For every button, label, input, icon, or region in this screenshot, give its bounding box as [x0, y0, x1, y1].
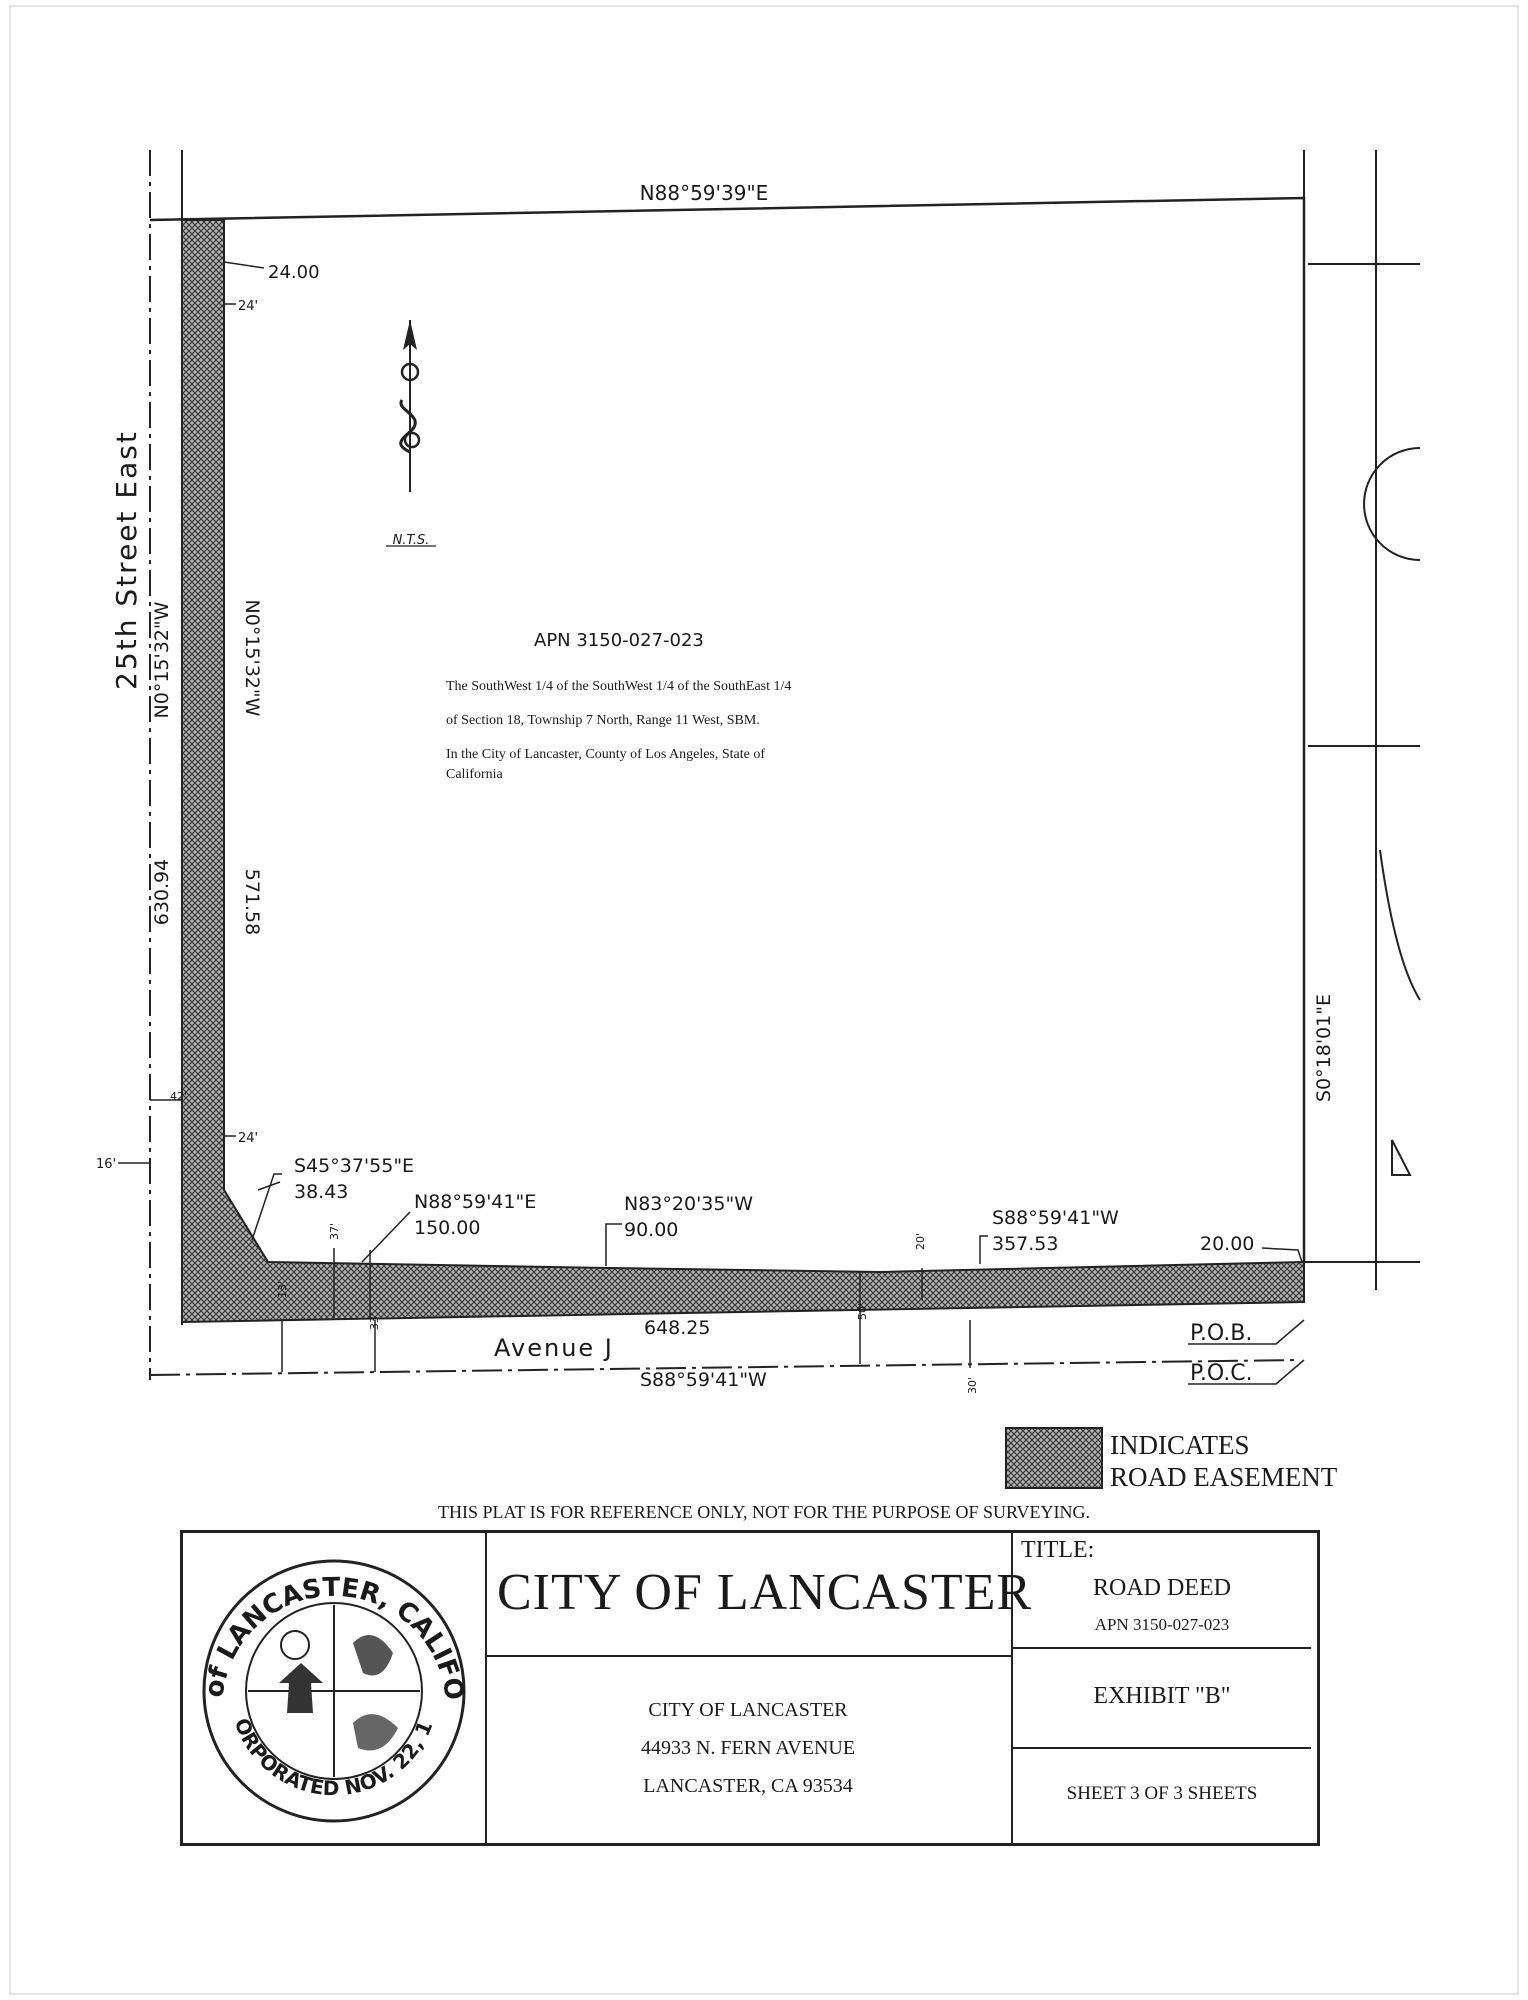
- title-block: [180, 1530, 1320, 1846]
- top-dim: 24': [238, 299, 259, 314]
- nts-label: N.T.S.: [392, 533, 430, 548]
- seal-top-text: of LANCASTER, CALIFO: [199, 1572, 470, 1703]
- exhibit-cell: [1013, 1649, 1311, 1749]
- sheet-cell: [1013, 1749, 1311, 1843]
- south-bearing: S88°59'41"W: [640, 1369, 767, 1391]
- legend-swatch: [1006, 1428, 1102, 1488]
- dim-30: 30': [966, 1376, 979, 1394]
- corner-bearing: S45°37'55"E: [294, 1155, 415, 1177]
- west-inner-bearing: N0°15'32"W: [241, 599, 263, 717]
- east-offset: 20.00: [1200, 1233, 1255, 1255]
- lower-dim: 24': [238, 1131, 259, 1146]
- title-apn: APN 3150-027-023: [1094, 1615, 1230, 1634]
- title-label: TITLE:: [1021, 1537, 1095, 1563]
- address-line-1: CITY OF LANCASTER: [648, 1699, 848, 1721]
- east-bearing: S0°18'01"E: [1313, 994, 1335, 1102]
- parcel-boundary: [150, 198, 1304, 1262]
- dim-13: 13': [276, 1280, 289, 1298]
- corner-distance: 38.43: [294, 1181, 349, 1203]
- offset-16: 16': [96, 1157, 117, 1172]
- legend-line-1: INDICATES: [1110, 1430, 1250, 1460]
- seg2-distance: 90.00: [624, 1219, 679, 1241]
- legal-line-4: California: [446, 767, 503, 782]
- address-line-2: 44933 N. FERN AVENUE: [640, 1737, 856, 1759]
- city-name-cell: [487, 1533, 1033, 1657]
- apn-label: APN 3150-027-023: [534, 630, 704, 651]
- city-name: CITY OF LANCASTER: [497, 1564, 1033, 1621]
- legal-line-3: In the City of Lancaster, County of Los Angeles, State of: [446, 747, 766, 762]
- dim-33: 33': [368, 1312, 381, 1330]
- address-cell: [487, 1657, 1013, 1843]
- legal-line-1: The SouthWest 1/4 of the SouthWest 1/4 of the SouthEast 1/4: [446, 679, 792, 694]
- title-value: ROAD DEED: [1093, 1575, 1231, 1601]
- city-seal-icon: [183, 1533, 483, 1839]
- west-outer-distance: 630.94: [151, 858, 173, 926]
- exhibit-label: EXHIBIT "B": [1093, 1683, 1231, 1709]
- north-arrow-icon: [401, 320, 419, 492]
- pob-label: P.O.B.: [1190, 1321, 1253, 1346]
- seg1-distance: 150.00: [414, 1217, 481, 1239]
- north-bearing: N88°59'39"E: [639, 181, 769, 205]
- street-label: 25th Street East: [110, 430, 143, 690]
- dim-20: 20': [914, 1232, 927, 1250]
- dim-50: 50': [856, 1302, 869, 1320]
- seal-bottom-text: ORPORATED NOV. 22, 1: [229, 1714, 438, 1801]
- top-width: 24.00: [268, 262, 320, 283]
- title-cell: [1013, 1533, 1311, 1649]
- poc-label: P.O.C.: [1190, 1361, 1253, 1386]
- legal-line-2: of Section 18, Township 7 North, Range 11 West, SBM.: [446, 713, 760, 728]
- seg2-bearing: N83°20'35"W: [624, 1193, 753, 1215]
- west-outer-bearing: N0°15'32"W: [151, 601, 173, 719]
- west-inner-distance: 571.58: [241, 868, 263, 936]
- disclaimer: THIS PLAT IS FOR REFERENCE ONLY, NOT FOR THE PURPOSE OF SURVEYING.: [437, 1502, 1091, 1522]
- lower-dim-42: 42': [170, 1090, 188, 1103]
- sheet-label: SHEET 3 OF 3 SHEETS: [1066, 1783, 1258, 1804]
- address-line-3: LANCASTER, CA 93534: [643, 1775, 853, 1797]
- south-distance: 648.25: [644, 1317, 711, 1339]
- avenue-label: Avenue J: [494, 1334, 614, 1362]
- seal-cell: [183, 1533, 487, 1843]
- seg3-distance: 357.53: [992, 1233, 1059, 1255]
- seg3-bearing: S88°59'41"W: [992, 1207, 1119, 1229]
- seg1-bearing: N88°59'41"E: [414, 1191, 537, 1213]
- legend-line-2: ROAD EASEMENT: [1110, 1462, 1338, 1492]
- dim-37: 37': [328, 1222, 341, 1240]
